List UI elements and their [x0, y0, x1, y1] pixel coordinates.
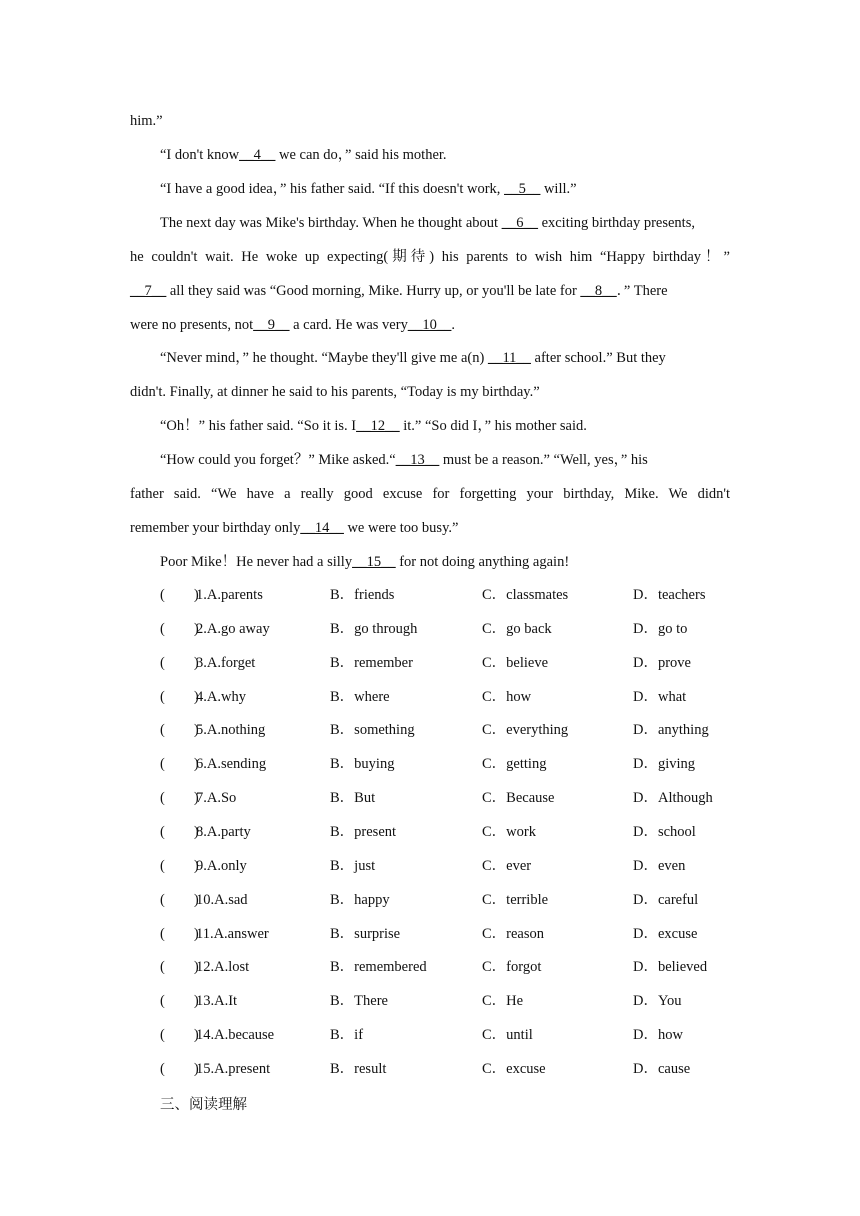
option-c: C．Because: [482, 790, 555, 807]
answer-paren: ( ): [160, 857, 199, 874]
question-row: [160, 1059, 740, 1079]
option-d: D．Although: [633, 790, 713, 807]
option-c: C．excuse: [482, 1061, 546, 1078]
option-b: B．result: [330, 1061, 387, 1078]
question-row: [160, 890, 740, 910]
blank-6: __6__: [501, 215, 538, 231]
option-b: B．But: [330, 790, 376, 807]
blank-11: __11__: [487, 350, 531, 366]
option-d: D．even: [633, 857, 686, 874]
option-d: D．school: [633, 824, 696, 841]
blank-8: __8__: [580, 283, 617, 299]
answer-paren: ( ): [160, 1061, 199, 1078]
passage-text: it.” “So did I，” his mother said.: [399, 418, 587, 434]
answer-paren: ( ): [160, 891, 199, 908]
question-row: [160, 822, 740, 842]
option-b: B．remembered: [330, 959, 427, 976]
option-c: C．work: [482, 824, 536, 841]
option-d: D．giving: [633, 756, 696, 773]
option-a: 3.A.forget: [196, 654, 256, 671]
passage-line: [130, 247, 730, 267]
option-a: 8.A.party: [196, 824, 251, 841]
answer-paren: ( ): [160, 959, 199, 976]
section-heading: 三、阅读理解: [160, 1097, 247, 1113]
option-a: 4.A.why: [196, 688, 246, 705]
question-row: [160, 1025, 740, 1045]
option-b: B．go through: [330, 620, 418, 637]
option-b: B．present: [330, 824, 397, 841]
passage-text: didn't. Finally, at dinner he said to his parents, “Today is my birthday.”: [130, 384, 540, 400]
option-a: 10.A.sad: [196, 891, 248, 908]
question-row: [160, 720, 740, 740]
passage-text: exciting birthday presents,: [537, 215, 695, 231]
blank-4: __4__: [239, 147, 276, 163]
passage-text: Poor Mike！He never had a silly: [160, 554, 353, 570]
blank-15: __15__: [352, 554, 396, 570]
passage-text: all they said was “Good morning, Mike. Hurry up, or you'll be late for: [166, 283, 581, 299]
passage-text: “Oh！” his father said. “So it is. I: [160, 418, 357, 434]
passage-text: him.”: [130, 113, 163, 129]
option-d: D．cause: [633, 1061, 691, 1078]
option-b: B．happy: [330, 891, 390, 908]
option-b: B．friends: [330, 587, 395, 603]
question-row: [160, 653, 740, 673]
option-c: C．getting: [482, 756, 547, 773]
option-c: C．until: [482, 1027, 533, 1044]
answer-paren: ( ): [160, 1027, 199, 1044]
passage-line: [160, 416, 730, 436]
answer-paren: ( ): [160, 722, 199, 739]
passage-text: “I have a good idea，” his father said. “If this doesn't work,: [160, 181, 505, 197]
passage-line: [130, 281, 730, 301]
option-d: D．anything: [633, 722, 709, 739]
question-row: [160, 788, 740, 808]
option-b: B．something: [330, 722, 415, 739]
answer-paren: ( ): [160, 688, 199, 705]
option-a: 13.A.It: [196, 993, 238, 1010]
option-c: C．ever: [482, 857, 532, 874]
option-d: D．careful: [633, 891, 699, 908]
passage-line: [130, 382, 730, 402]
option-c: C．He: [482, 993, 524, 1010]
option-c: C．terrible: [482, 891, 549, 908]
passage-line: [160, 348, 730, 368]
option-c: C．reason: [482, 925, 545, 942]
option-b: B．surprise: [330, 925, 401, 942]
option-a: 15.A.present: [196, 1061, 271, 1078]
option-a: 9.A.only: [196, 857, 247, 874]
passage-text: must be a reason.” “Well, yes，” his: [439, 452, 648, 468]
option-d: D．how: [633, 1027, 683, 1044]
passage-text: The next day was Mike's birthday. When he thought about: [160, 215, 502, 231]
passage-line: [130, 111, 730, 131]
blank-10: __10__: [407, 317, 452, 333]
option-d: D．go to: [633, 620, 688, 637]
passage-text: “Never mind，” he thought. “Maybe they'll give me a(n): [160, 350, 488, 366]
passage-line: [160, 450, 730, 470]
blank-12: __12__: [356, 418, 400, 434]
blank-9: __9__: [253, 317, 290, 333]
option-b: B．buying: [330, 756, 395, 773]
answer-paren: ( ): [160, 993, 199, 1010]
passage-text: will.”: [540, 181, 577, 197]
answer-paren: ( ): [160, 620, 199, 637]
option-a: 11.A.answer: [196, 925, 269, 942]
option-a: 7.A.So: [196, 790, 237, 807]
passage-text: remember your birthday only: [130, 520, 301, 536]
option-b: B．if: [330, 1027, 364, 1044]
option-c: C．go back: [482, 620, 552, 637]
passage-line: [160, 213, 730, 233]
option-b: B．where: [330, 688, 390, 705]
answer-paren: ( ): [160, 654, 199, 671]
option-b: B．remember: [330, 654, 413, 671]
option-a: 1.A.parents: [196, 587, 263, 603]
option-a: 5.A.nothing: [196, 722, 266, 739]
passage-line: [160, 552, 730, 572]
option-b: B．There: [330, 993, 388, 1010]
question-row: [160, 585, 740, 605]
option-d: D．what: [633, 688, 687, 705]
question-row: [160, 924, 740, 944]
option-d: D．excuse: [633, 925, 698, 942]
blank-5: __5__: [504, 181, 541, 197]
passage-text: for not doing anything again!: [395, 554, 570, 570]
passage-text: we can do，” said his mother.: [275, 147, 447, 163]
question-row: [160, 754, 740, 774]
option-a: 2.A.go away: [196, 620, 270, 637]
option-d: D．teachers: [633, 587, 706, 603]
answer-paren: ( ): [160, 824, 199, 841]
question-row: [160, 856, 740, 876]
passage-line: [130, 315, 730, 335]
option-c: C．how: [482, 688, 532, 705]
blank-14: __14__: [300, 520, 344, 536]
answer-paren: ( ): [160, 587, 199, 603]
option-a: 12.A.lost: [196, 959, 250, 976]
option-b: B．just: [330, 857, 376, 874]
passage-line: [130, 484, 730, 504]
option-d: D．You: [633, 993, 682, 1010]
option-c: C．everything: [482, 722, 569, 739]
passage-text: he couldn't wait. He woke up expecting(期待) his parents to wish him “Happy birthday！”: [130, 249, 730, 265]
option-a: 6.A.sending: [196, 756, 267, 773]
question-row: [160, 957, 740, 977]
option-c: C．forgot: [482, 959, 542, 976]
option-c: C．believe: [482, 654, 549, 671]
passage-text: ．” There: [616, 283, 668, 299]
blank-7: __7__: [130, 283, 167, 299]
option-d: D．believed: [633, 959, 708, 976]
option-d: D．prove: [633, 654, 691, 671]
passage-text: “I don't know: [160, 147, 240, 163]
passage-text: “How could you forget？” Mike asked.“: [160, 452, 396, 468]
option-a: 14.A.because: [196, 1027, 275, 1044]
passage-text: were no presents, not: [130, 317, 254, 333]
option-c: C．classmates: [482, 587, 569, 603]
question-row: [160, 619, 740, 639]
passage-line: [160, 145, 730, 165]
passage-line: [130, 518, 730, 538]
blank-13: __13__: [395, 452, 440, 468]
answer-paren: ( ): [160, 925, 199, 942]
passage-line: [160, 179, 730, 199]
answer-paren: ( ): [160, 790, 199, 807]
passage-text: a card. He was very: [289, 317, 408, 333]
question-row: [160, 687, 740, 707]
passage-text: we were too busy.”: [343, 520, 459, 536]
passage-text: after school.” But they: [530, 350, 666, 366]
passage-text: .: [451, 317, 455, 333]
answer-paren: ( ): [160, 756, 199, 773]
question-row: [160, 991, 740, 1011]
passage-text: father said. “We have a really good excuse for forgetting your birthday, Mike. We didn't: [130, 486, 730, 502]
